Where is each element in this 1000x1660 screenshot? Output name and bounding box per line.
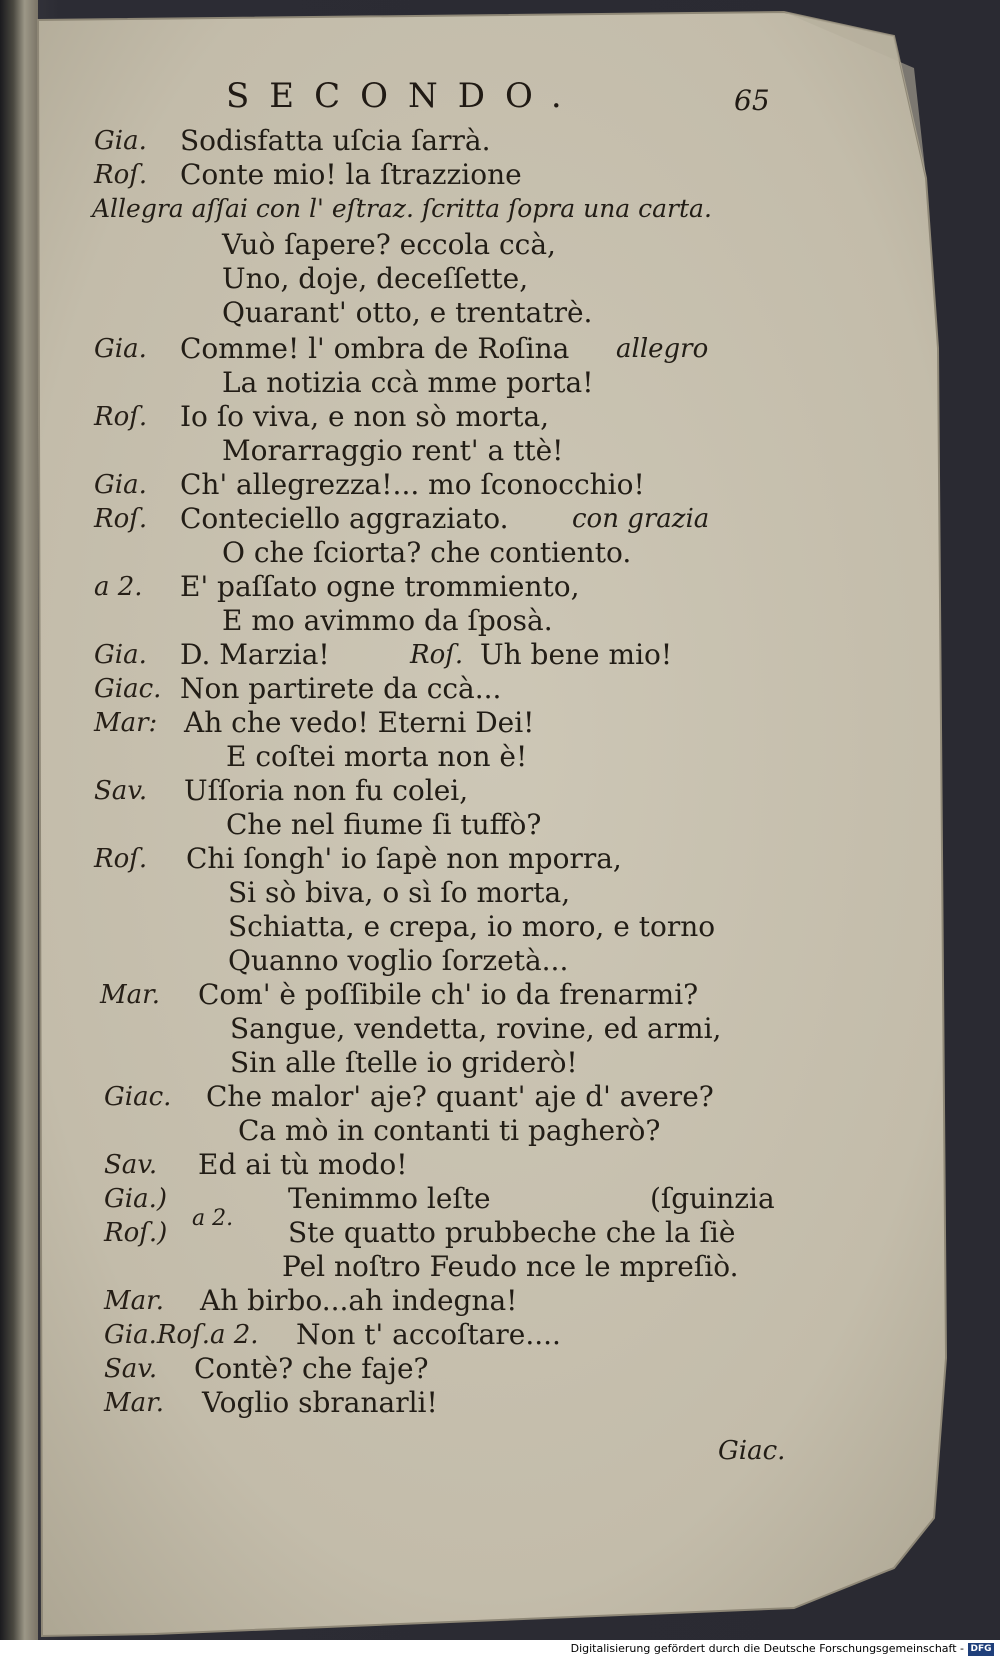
verse-text: Com' è poſſibile ch' io da frenarmi?: [198, 978, 699, 1011]
verse-text: Pel noſtro Feudo nce le mpreſiò.: [282, 1250, 739, 1283]
verse-text: Uno, doje, deceſſette,: [222, 262, 529, 295]
speaker-label: Mar.: [104, 1286, 164, 1316]
book-page: [34, 8, 966, 1640]
a-due-marker: a 2.: [192, 1206, 234, 1231]
speaker-label: Sav.: [104, 1150, 158, 1180]
speaker-label: Sav.: [94, 776, 148, 806]
verse-text: Contè? che faje?: [194, 1352, 429, 1385]
stage-direction: Allegra aſſai con l' eſtraz. ſcritta ſopra una carta.: [92, 194, 712, 223]
speaker-label: Gia.: [94, 334, 147, 364]
speaker-label: Gia.): [104, 1184, 167, 1214]
verse-text: Comme! l' ombra de Roſina: [180, 332, 570, 365]
verse-text: Non partirete da ccà...: [180, 672, 502, 705]
verse-text: Ah birbo...ah indegna!: [200, 1284, 518, 1317]
verse-text: La notizia ccà mme porta!: [222, 366, 594, 399]
speaker-label: Roſ.): [104, 1218, 168, 1248]
verse-text: Conte mio! la ſtrazzione: [180, 158, 522, 191]
stage-direction: allegro: [616, 334, 709, 364]
verse-text: Vuò ſapere? eccola ccà,: [222, 228, 556, 261]
verse-text: Che nel fiume ſi tuffò?: [226, 808, 542, 841]
verse-text: E' paſſato ogne trommiento,: [180, 570, 580, 603]
dfg-logo: DFG: [968, 1643, 994, 1656]
verse-text: E mo avimmo da ſposà.: [222, 604, 553, 637]
verse-text: Uh bene mio!: [480, 638, 673, 671]
verse-text: Tenimmo leſte: [288, 1182, 491, 1215]
verse-text: Sodisfatta uſcia ſarrà.: [180, 124, 491, 157]
speaker-label: Mar:: [94, 708, 158, 738]
verse-text: Ah che vedo! Eterni Dei!: [184, 706, 535, 739]
verse-text: Quanno voglio ſorzetà...: [228, 944, 569, 977]
verse-text: Chi ſongh' io ſapè non mporra,: [186, 842, 622, 875]
speaker-label: Roſ.: [94, 160, 148, 190]
verse-text: Che malor' aje? quant' aje d' avere?: [206, 1080, 714, 1113]
speaker-label: Gia.: [94, 640, 147, 670]
verse-text: Ste quatto prubbeche che la ſiè: [288, 1216, 736, 1249]
verse-text: Si sò biva, o sì ſo morta,: [228, 876, 571, 909]
verse-text: Sin alle ſtelle io griderò!: [230, 1046, 578, 1079]
verse-text: E coſtei morta non è!: [226, 740, 528, 773]
speaker-label: Gia.Roſ.a 2.: [104, 1320, 259, 1350]
book-spine-edge: [0, 0, 38, 1640]
verse-text: O che ſciorta? che contiento.: [222, 536, 632, 569]
speaker-label: Mar.: [104, 1388, 164, 1418]
verse-text: Io ſo viva, e non sò morta,: [180, 400, 550, 433]
digitization-footer: [0, 1640, 1000, 1660]
stage-direction: con grazia: [572, 504, 710, 534]
speaker-label: Giac.: [104, 1082, 172, 1112]
verse-text: Quarant' otto, e trentatrè.: [222, 296, 593, 329]
speaker-label: Roſ.: [94, 504, 148, 534]
verse-text: Schiatta, e crepa, io moro, e torno: [228, 910, 716, 943]
verse-text: Uſſoria non fu colei,: [184, 774, 469, 807]
speaker-label: Gia.: [94, 470, 147, 500]
verse-text: Voglio sbranarli!: [202, 1386, 438, 1419]
running-header-title: SECONDO.: [226, 76, 582, 116]
verse-text: Ed ai tù modo!: [198, 1148, 408, 1181]
stage-direction: (ſguinzia: [650, 1182, 775, 1215]
speaker-label: Mar.: [100, 980, 160, 1010]
speaker-label: Sav.: [104, 1354, 158, 1384]
verse-text: D. Marzia!: [180, 638, 330, 671]
speaker-label: Roſ.: [94, 844, 148, 874]
footer-credit-text: Digitalisierung gefördert durch die Deutsche Forschungsgemeinschaft -: [570, 1642, 964, 1655]
verse-text: Conteciello aggraziato.: [180, 502, 509, 535]
speaker-label: Gia.: [94, 126, 147, 156]
page-number: 65: [734, 84, 770, 117]
catchword: Giac.: [718, 1436, 786, 1466]
verse-text: Non t' accoſtare....: [296, 1318, 561, 1351]
speaker-label: a 2.: [94, 572, 143, 602]
verse-text: Ch' allegrezza!... mo ſconocchio!: [180, 468, 645, 501]
speaker-label: Giac.: [94, 674, 162, 704]
verse-text: Morarraggio rent' a ttè!: [222, 434, 564, 467]
speaker-label: Roſ.: [410, 640, 464, 670]
verse-text: Sangue, vendetta, rovine, ed armi,: [230, 1012, 722, 1045]
verse-text: Ca mò in contanti ti pagherò?: [238, 1114, 661, 1147]
speaker-label: Roſ.: [94, 402, 148, 432]
